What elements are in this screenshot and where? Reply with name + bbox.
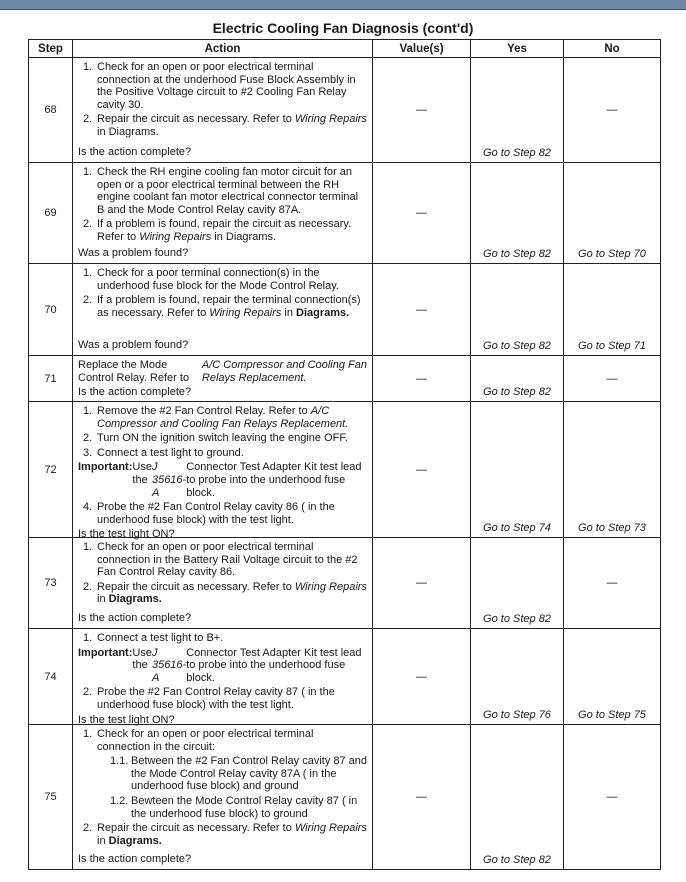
text-segment: Use the (132, 646, 152, 672)
yes-cell: Go to Step 82 (471, 163, 564, 264)
action-content (73, 725, 372, 869)
action-content (73, 58, 372, 162)
italic-text: Wiring Repairs (294, 113, 367, 126)
table-row (29, 264, 661, 356)
yes-cell: Go to Step 82 (471, 356, 564, 402)
action-note (78, 461, 368, 499)
value-cell: — (373, 629, 471, 725)
step-number: 68 (29, 58, 73, 163)
action-step (78, 405, 368, 430)
text-segment: If a problem is found, repair the circuit as necessary. Refer to (97, 218, 352, 243)
step-index: 1. (83, 166, 93, 178)
text-segment: Replace the Mode Control Relay. Refer to (78, 359, 190, 384)
no-cell: — (564, 538, 661, 629)
step-number: 75 (29, 725, 73, 870)
italic-text: Wiring Repairs (294, 822, 367, 835)
action-step (78, 581, 368, 606)
action-step (78, 447, 368, 460)
action-question (78, 612, 368, 625)
action-content (73, 163, 372, 263)
italic-text: J 35616-A (151, 461, 187, 499)
step-text (97, 61, 368, 111)
text-segment: Between the #2 Fan Control Relay cavity 87 and the Mode Control Relay cavity 87A ( in the underhood fuse block) and ground (131, 755, 368, 793)
text-segment: Repair the circuit as necessary. Refer to (97, 113, 295, 126)
step-index: 1.1. (110, 755, 129, 768)
step-number: 73 (29, 538, 73, 629)
step-number: 69 (29, 163, 73, 264)
text-segment: in (97, 593, 109, 606)
step-index: 2. (83, 580, 93, 593)
step-index: 2. (83, 822, 93, 835)
no-cell: — (564, 58, 661, 163)
action-step (78, 728, 368, 753)
yes-cell: Go to Step 82 (471, 264, 564, 356)
yes-cell: Go to Step 74 (471, 402, 564, 538)
action-cell (73, 725, 373, 870)
step-index: 3. (83, 446, 93, 459)
step-index: 1. (83, 728, 93, 740)
text-segment: If a problem is found, repair the terminal connection(s) as necessary. Refer to (97, 294, 361, 319)
step-text (97, 447, 368, 460)
action-content (73, 538, 372, 628)
action-step (78, 795, 368, 820)
bold-text: Important: (78, 646, 133, 659)
page-title: Electric Cooling Fan Diagnosis (cont'd) (212, 20, 474, 36)
action-step (78, 61, 368, 111)
action-question (78, 528, 368, 541)
action-question (78, 339, 368, 352)
step-text (131, 795, 368, 820)
step-index: 1. (83, 61, 93, 73)
text-segment: Remove the #2 Fan Control Relay. Refer to (97, 405, 311, 417)
step-number: 74 (29, 629, 73, 725)
step-text (97, 541, 368, 579)
step-text (97, 405, 368, 430)
no-cell: — (564, 356, 661, 402)
text-segment: Check for an open or poor electrical terminal connection at the underhood Fuse Block Assembly in the Positive Voltage circuit to #2 Cooling Fan Relay cavity 30. (97, 61, 356, 111)
table-header-row (29, 40, 661, 58)
header-step: Step (29, 40, 73, 58)
action-step (78, 686, 368, 711)
text-segment: Was a problem found? (78, 247, 189, 260)
step-index: 1. (83, 632, 93, 644)
text-segment: Check for an open or poor electrical terminal connection in the Battery Rail Voltage circuit to the #2 Fan Control Relay cavity 86. (97, 541, 358, 579)
step-index: 1. (83, 267, 93, 279)
window-top-bar (0, 0, 686, 10)
step-text (97, 728, 368, 753)
yes-cell: Go to Step 82 (471, 538, 564, 629)
value-cell: — (373, 725, 471, 870)
text-segment: Check for a poor terminal connection(s) in the underhood fuse block for the Mode Control Relay. (97, 267, 339, 292)
text-segment: Is the action complete? (78, 386, 192, 399)
text-segment: Probe the #2 Fan Control Relay cavity 87 ( in the underhood fuse block) with the test light. (97, 686, 335, 711)
text-segment: in Diagrams. (211, 230, 277, 243)
step-text (97, 686, 368, 711)
value-cell: — (373, 163, 471, 264)
step-index: 4. (83, 501, 93, 514)
action-step (78, 294, 368, 319)
text-segment: Repair the circuit as necessary. Refer to (97, 822, 295, 835)
text-segment: Is the test light ON? (78, 528, 175, 541)
table-row (29, 402, 661, 538)
text-segment: Connect a test light to ground. (97, 446, 244, 459)
table-row (29, 163, 661, 264)
action-cell (73, 538, 373, 629)
step-index: 1.2. (110, 794, 129, 807)
action-cell (73, 264, 373, 356)
step-number: 71 (29, 356, 73, 402)
action-question (78, 247, 368, 260)
table-row (29, 356, 661, 402)
italic-text: Wiring Repairs (294, 580, 367, 593)
no-cell: Go to Step 70 (564, 163, 661, 264)
italic-text: A/C Compressor and Cooling Fan Relays Replacement. (97, 405, 349, 430)
action-cell (73, 163, 373, 264)
action-note (78, 647, 368, 685)
action-step (78, 541, 368, 579)
text-segment: Is the action complete? (78, 612, 192, 625)
step-number: 72 (29, 402, 73, 538)
action-question (78, 853, 368, 866)
value-cell: — (373, 402, 471, 538)
table-row (29, 538, 661, 629)
action-step (78, 755, 368, 793)
step-index: 2. (83, 432, 93, 445)
step-index: 2. (83, 218, 93, 231)
action-content (73, 402, 372, 541)
text-segment: Turn ON the ignition switch leaving the engine OFF. (97, 432, 348, 445)
step-text (97, 501, 368, 526)
step-text (97, 218, 368, 243)
step-text (97, 294, 368, 319)
step-text (97, 113, 368, 138)
text-segment: Was a problem found? (78, 339, 189, 352)
step-text (97, 581, 368, 606)
value-cell: — (373, 538, 471, 629)
italic-text: Wiring Repairs (209, 306, 282, 319)
action-content (73, 629, 372, 724)
yes-cell: Go to Step 76 (471, 629, 564, 725)
text-segment: Bewteen the Mode Control Relay cavity 87 ( in the underhood fuse block) to ground (131, 794, 358, 820)
step-text (97, 822, 368, 847)
header-values: Value(s) (373, 40, 471, 58)
step-text (131, 755, 368, 793)
action-cell (73, 629, 373, 725)
action-cell (73, 402, 373, 541)
bold-text: Diagrams. (296, 306, 350, 319)
action-content (73, 264, 372, 355)
action-step (78, 501, 368, 526)
action-question (78, 386, 368, 399)
header-action: Action (73, 40, 373, 58)
step-index: 1. (83, 541, 93, 553)
step-text (97, 166, 368, 216)
text-segment: in Diagrams. (97, 125, 159, 138)
text-segment: Probe the #2 Fan Control Relay cavity 86 ( in the underhood fuse block) with the test light. (97, 501, 335, 526)
action-cell (73, 58, 373, 163)
no-cell: — (564, 725, 661, 870)
action-step (78, 267, 368, 292)
value-cell: — (373, 264, 471, 356)
step-number: 70 (29, 264, 73, 356)
action-step (78, 822, 368, 847)
text-segment: Connector Test Adapter Kit test lead to probe into the underhood fuse block. (186, 646, 362, 684)
text-segment: Connector Test Adapter Kit test lead to probe into the underhood fuse block. (186, 461, 362, 499)
step-index: 1. (83, 405, 93, 417)
italic-text: J 35616-A (151, 646, 187, 684)
header-no: No (564, 40, 661, 58)
action-cell (73, 356, 373, 402)
text-segment: Check for an open or poor electrical terminal connection in the circuit: (97, 728, 314, 753)
table-row (29, 58, 661, 163)
no-cell: Go to Step 71 (564, 264, 661, 356)
step-text (97, 632, 368, 645)
action-note (78, 359, 368, 384)
value-cell: — (373, 356, 471, 402)
text-segment: Connect a test light to B+. (97, 632, 224, 644)
action-step (78, 432, 368, 445)
text-segment: Is the action complete? (78, 146, 192, 159)
bold-text: Important: (78, 461, 133, 474)
step-index: 2. (83, 686, 93, 699)
table-row (29, 725, 661, 870)
italic-text: A/C Compressor and Cooling Fan Relays Replacement. (201, 359, 367, 384)
step-text (97, 432, 368, 445)
italic-text: Wiring Repairs (139, 230, 212, 243)
bold-text: Diagrams. (108, 834, 162, 847)
action-step (78, 166, 368, 216)
table-row (29, 629, 661, 725)
step-index: 2. (83, 294, 93, 307)
yes-cell: Go to Step 82 (471, 725, 564, 870)
action-question (78, 146, 368, 159)
diagnosis-table (28, 39, 661, 870)
text-segment: Use the (132, 461, 152, 486)
text-segment: Check the RH engine cooling fan motor circuit for an open or a poor electrical terminal between the RH engine coolant fan motor electrical connector terminal B and the Mode Control Relay cavity 87A. (97, 166, 359, 216)
step-text (97, 267, 368, 292)
action-content (73, 356, 372, 401)
text-segment: Repair the circuit as necessary. Refer to (97, 580, 295, 593)
text-segment: in (281, 306, 297, 319)
action-step (78, 632, 368, 645)
no-cell: Go to Step 73 (564, 402, 661, 538)
action-step (78, 113, 368, 138)
text-segment: Is the action complete? (78, 853, 192, 866)
text-segment: Is the test light ON? (78, 713, 175, 726)
step-index: 2. (83, 113, 93, 126)
yes-cell: Go to Step 82 (471, 58, 564, 163)
header-yes: Yes (471, 40, 564, 58)
text-segment: in (97, 834, 109, 847)
bold-text: Diagrams. (108, 593, 162, 606)
value-cell: — (373, 58, 471, 163)
action-step (78, 218, 368, 243)
no-cell: Go to Step 75 (564, 629, 661, 725)
action-question (78, 714, 368, 727)
